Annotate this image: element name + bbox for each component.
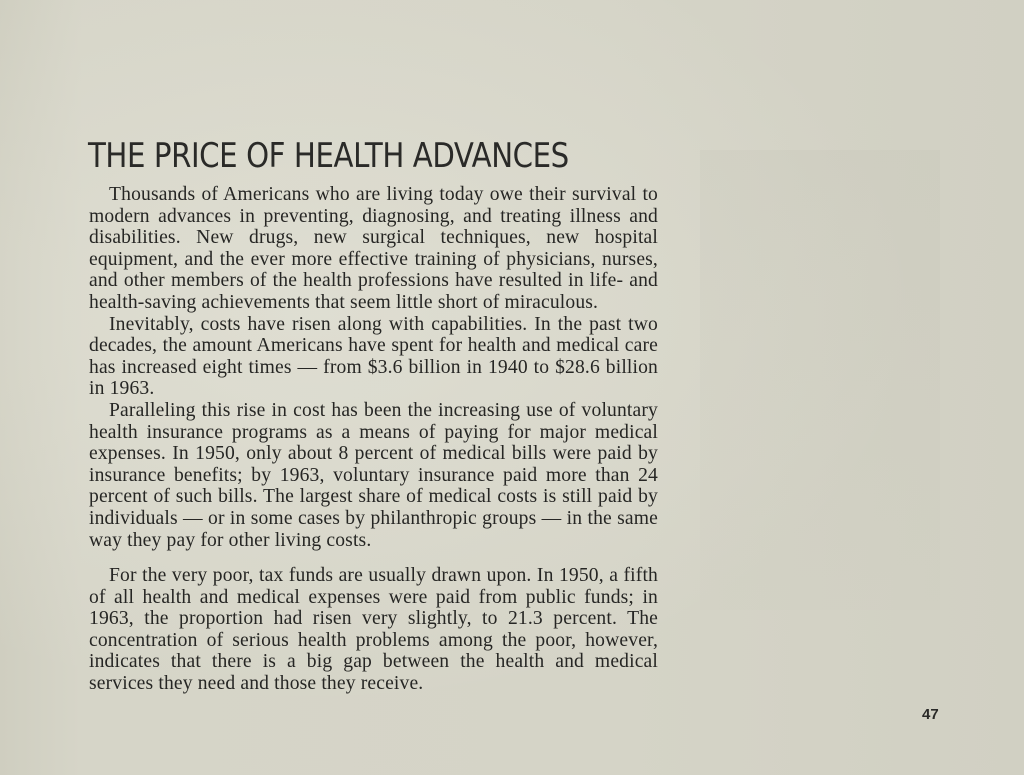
page-number: 47 [922, 706, 939, 723]
page-title: THE PRICE OF HEALTH ADVANCES [88, 136, 569, 176]
paragraph-insurance: Paralleling this rise in cost has been the increasing use of voluntary health insurance programs as a means of paying for major medical expenses. In 1950, only about 8 percent of medical bills were paid by insurance benefits; by 1963, voluntary insurance paid more than 24 percent of such bills. The largest share of medical costs is still paid by individuals — or in some cases by philanthropic groups — in the same way they pay for other living costs. [89, 399, 658, 551]
paragraph-costs: Inevitably, costs have risen along with capabilities. In the past two decades, the amount Americans have spent for health and medical care has increased eight times — from $3.6 billion in 1940 to $28.6 billion in 1963. [89, 313, 658, 400]
paragraph-tax-funds: For the very poor, tax funds are usually drawn upon. In 1950, a fifth of all health and medical expenses were paid from public funds; in 1963, the proportion had risen very slightly, to 21.3 percent. The concentration of serious health problems among the poor, however, indicates that there is a big gap between the health and medical services they need and those they receive. [89, 565, 658, 695]
paragraph-survival: Thousands of Americans who are living today owe their survival to modern advances in preventing, diagnosing, and treating illness and disabilities. New drugs, new surgical techniques, new hospital equipment, and the ever more effective training of physicians, nurses, and other members of the health professions have resulted in life- and health-saving achievements that seem little short of miraculous. [89, 184, 658, 313]
body-text [89, 184, 658, 695]
show-through-shadow [700, 150, 940, 610]
